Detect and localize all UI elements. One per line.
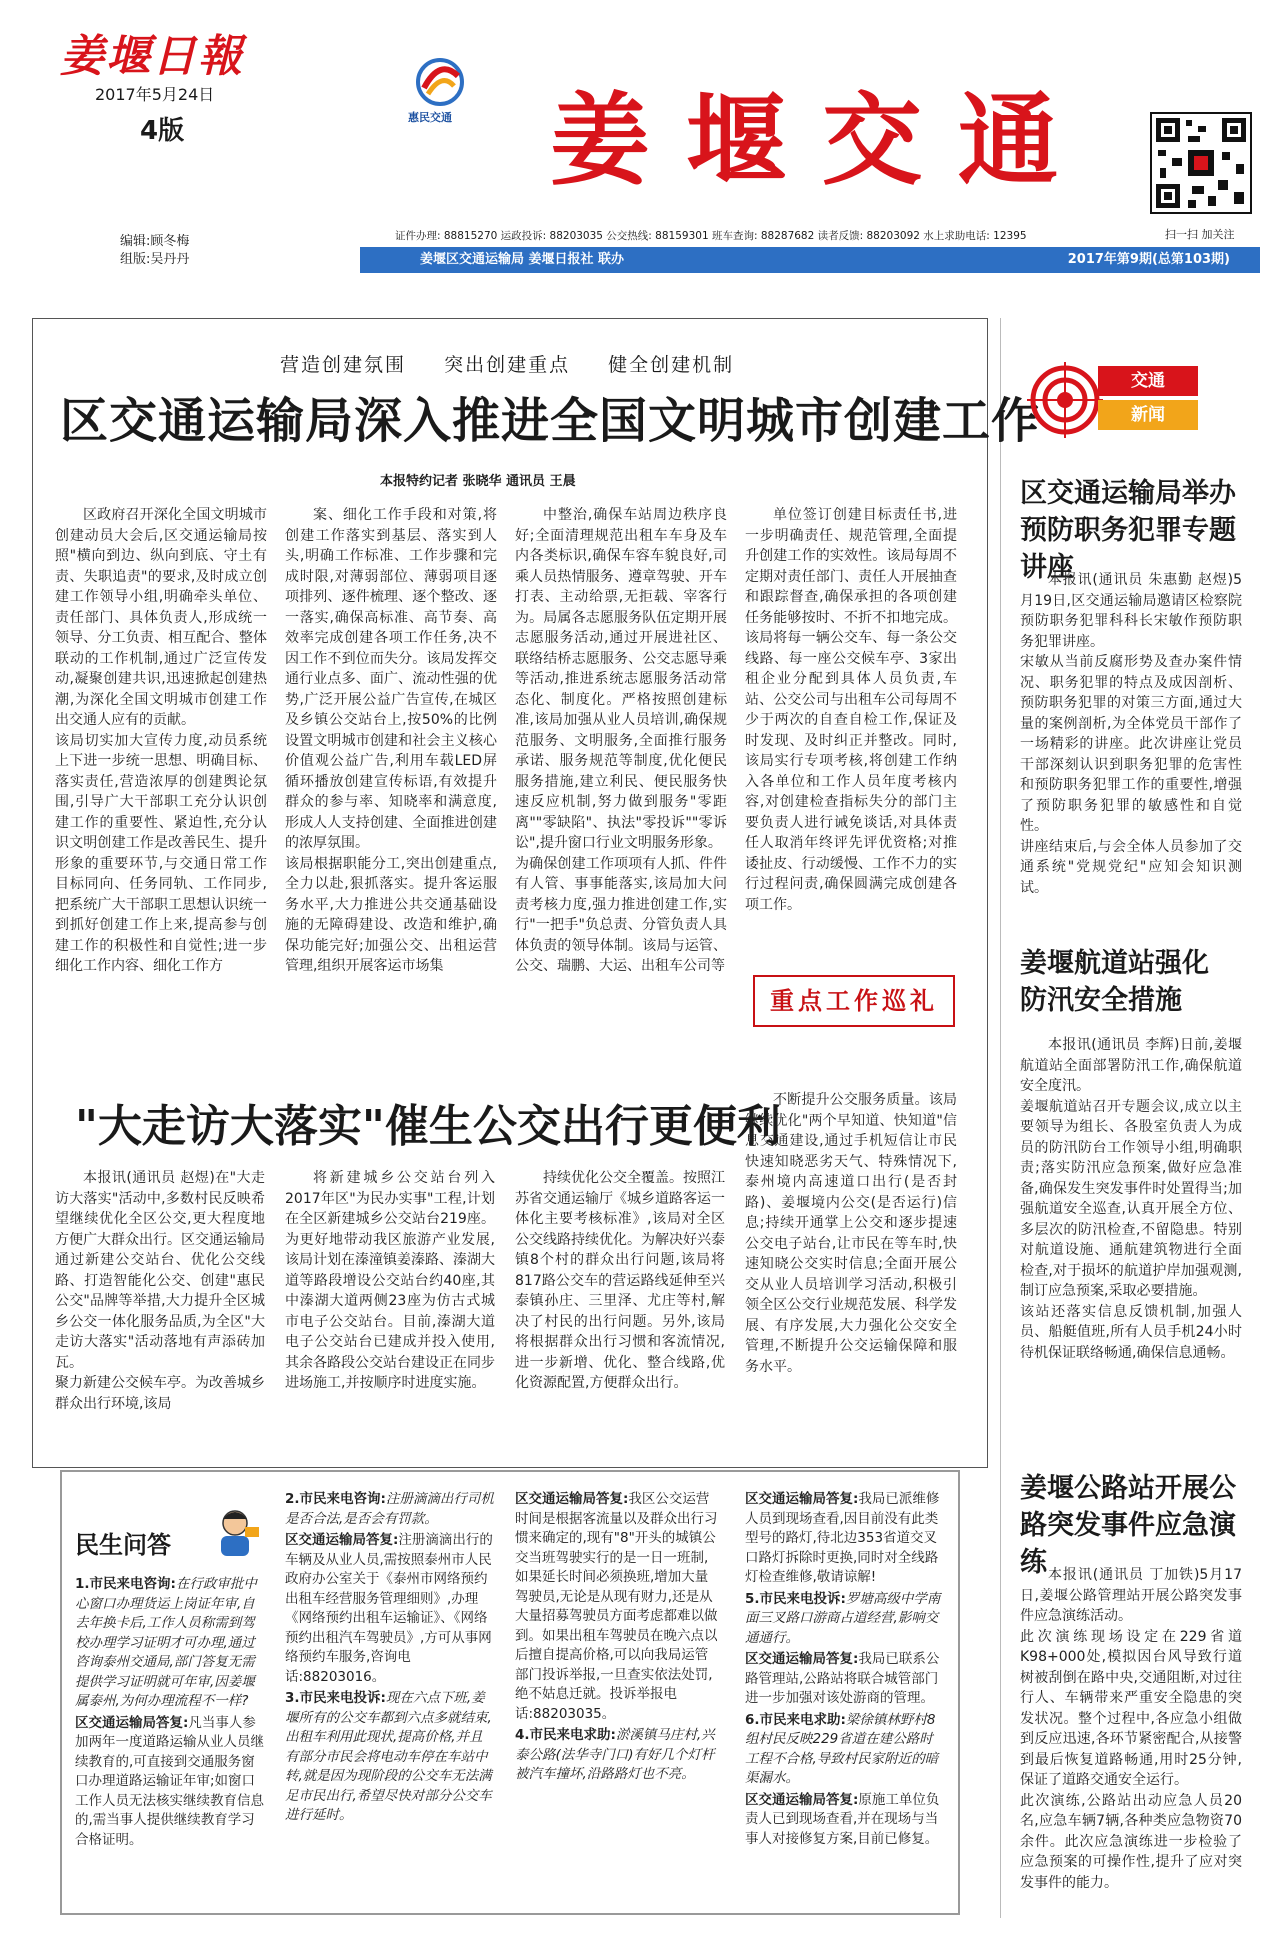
co-organizers: 姜堰区交通运输局 姜堰日报社 联办 [420,252,625,267]
huimin-logo [400,54,480,129]
lead-subheadline [280,350,764,377]
qa-question [285,1689,495,1826]
person-icon [205,1505,265,1561]
second-column-1: 本报讯(通讯员 赵煜)在"大走访大落实"活动中,多数村民反映希望继续优化全区公交,更大程度地方便广大群众出行。区交通运输局通过新建公交站台、优化公交线路、打造智能化公交、创建"惠民公交"品牌等举措,大力提升全区城乡公交一体化服务品质,为全区"大走访大落实"活动落地有声添砖加瓦。 聚力新建公交候车亭。为改善城乡群众出行环境,该局 [55,1170,265,1412]
qa-question [745,1590,945,1649]
qa-question [75,1575,265,1712]
sidebar-story-title: 姜堰公路站开展公路突发事件应急演练 [1020,1473,1236,1578]
sidebar-story-title: 姜堰航道站强化防汛安全措施 [1020,948,1209,1016]
issue-date: 2017年5月24日 [95,85,215,104]
qa-item [285,1490,495,1905]
qa-item [515,1490,720,1905]
qr-code-icon [1152,114,1250,212]
qa-question-text: 在行政审批中心窗口办理货运上岗证年审,自去年换卡后,工作人员称需到驾校办理学习证明才可办理,通过咨询泰州交通局,部门答复无需提供学习证明就可年审,因姜堰属泰州,为何办理流程不一样? [75,1576,257,1709]
qa-answer-label: 区交通运输局答复: [745,1651,859,1667]
column-divider [1000,318,1001,1918]
sidebar-story-body: 本报讯(通讯员 朱惠勤 赵煜)5月19日,区交通运输局邀请区检察院预防职务犯罪科科长宋敏作预防职务犯罪讲座。 宋敏从当前反腐形势及查办案件情况、职务犯罪的特点及成因剖析、预防职务犯罪的对策三方面,通过大量的案例剖析,为全体党员干部作了一场精彩的讲座。此次讲座让党员干部深刻认识到职务犯罪的危害性和预防职务犯罪工作的重要性,增强了预防职务犯罪的敏感性和自觉性。 讲座结束后,与会全体人员参加了交通系统"党规党纪"应知会知识测试。 [1020,572,1242,896]
qa-answer-label: 区交通运输局答复: [75,1714,189,1731]
qa-question-label: 5.市民来电投诉: [745,1590,846,1607]
qa-answer-label: 区交通运输局答复: [285,1532,399,1548]
key-work-badge: 重点工作巡礼 [753,975,955,1027]
qa-question-label: 2.市民来电咨询: [285,1491,386,1507]
qr-code[interactable] [1150,112,1252,214]
page-number: 4版 [140,116,185,146]
sidebar-story-body: 本报讯(通讯员 李辉)日前,姜堰航道站全面部署防汛工作,确保航道安全度汛。 姜堰航道站召开专题会议,成立以主要领导为组长、各股室负责人为成员的防汛防台工作领导小组,明确职责;落实防汛应急预案,做好应急准备,确保发生突发事件时处置得当;加强航道安全巡查,认真开展全方位、多层次的防汛检查,不留隐患。特别对航道设施、通航建筑物进行全面检查,对于损坏的航道护岸加强观测,制订应急预案,采取必要措施。 该站还落实信息反馈机制,加强人员、船艇值班,所有人员手机24小时待机保证联络畅通,确保信息通畅。 [1020,1037,1242,1361]
qr-caption: 扫一扫 加关注 [1165,228,1235,241]
qa-question-text: 注册滴滴出行司机是否合法,是否会有罚款。 [285,1491,494,1527]
qa-answer [75,1714,265,1851]
subline-part: 营造创建氛围 [280,354,407,376]
lead-column-1: 区政府召开深化全国文明城市创建动员大会后,区交通运输局按照"横向到边、纵向到底、守土有责、失职追责"的要求,及时成立创建工作领导小组,明确牵头单位、责任部门、具体负责人,形成统一领导、分工负责、相互配合、整体联动的工作机制,通过广泛宣传发动,凝聚创建共识,迅速掀起创建热潮,为深化全国文明城市创建工作出交通人应有的贡献。 该局切实加大宣传力度,动员系统上下进一步统一思想、明确目标、落实责任,营造浓厚的创建舆论氛围,引导广大干部职工充分认识创建工作的重要性、紧迫性,充分认识文明创建工作是改善民生、提升形象的重要环节,与交通日常工作目标同向、任务同轨、工作同步,把系统广大干部职工思想认识统一到抓好创建工作上来,提高参与创建工作的积极性和自觉性;进一步细化工作内容、细化工作方 [55,507,267,974]
qa-answer-label: 区交通运输局答复: [745,1791,859,1808]
paper-logo: 姜堰日報 [60,31,244,82]
qa-question [745,1711,945,1789]
qa-answer-text: 注册滴滴出行的车辆及从业人员,需按照泰州市人民政府办公室关于《泰州市网络预约出租车经营服务管理细则》,办理《网络预约出租车运输证》、《网络预约出租汽车驾驶员》,方可从事网络预约车服务,咨询电话:88203016。 [285,1532,493,1685]
qa-question-label: 4.市民来电求助: [515,1727,616,1743]
second-column-4: 不断提升公交服务质量。该局继续优化"两个早知道、快知道"信息交通建设,通过手机短信让市民快速知晓恶劣天气、特殊情况下,泰州境内高速道口出行(是否封路)、姜堰境内公交(是否运行)信息;持续开通掌上公交和逐步提速公交电子站台,让市民在等车时,快速知晓公交实时信息;全面开展公交从业人员培训学习活动,积极引领全区公交行业规范发展、科学发展、有序发展,大力强化公交安全管理,不断提升公交运输保障和服务水平。 [745,1092,957,1375]
subline-part: 突出创建重点 [444,354,571,376]
qa-answer [745,1490,945,1588]
second-column-2: 将新建城乡公交站台列入2017年区"为民办实事"工程,计划在全区新建城乡公交站台219座。为更好地带动我区旅游产业发展,该局计划在溱潼镇姜溱路、溱湖大道等路段增设公交站台约40座,其中溱湖大道两侧23座为仿古式城市电子公交站台。目前,溱湖大道电子公交站台已建成并投入使用,其余各路段公交站台建设正在同步进场施工,并按顺序时进度实施。 [285,1170,495,1391]
qa-answer [745,1650,945,1709]
editor-credits [120,233,189,269]
qa-answer-label: 区交通运输局答复: [515,1491,629,1507]
qa-answer-text: 我局已派维修人员到现场查看,因目前没有此类型号的路灯,待北边353省道交叉口路灯拆除时更换,同时对全线路灯检查维修,敬请谅解! [745,1491,940,1585]
lead-headline: 区交通运输局深入推进全国文明城市创建工作 [60,393,1041,449]
qa-question [285,1490,495,1529]
target-icon [1020,360,1110,440]
sidebar-story-body: 本报讯(通讯员 丁加铁)5月17日,姜堰公路管理站开展公路突发事件应急演练活动。 此次演练现场设定在229省道K98+000处,模拟因台风导致行道树被刮倒在路中央,交通阻断,对过往行人、车辆带来严重安全隐患的突发状况。整个过程中,各应急小组做到反应迅速,各环节紧密配合,从接警到最后恢复道路畅通,用时25分钟,保证了道路交通安全运行。 此次演练,公路站出动应急人员20名,应急车辆7辆,各种类应急物资70余件。此次应急演练进一步检验了应急预案的可操作性,提升了应对突发事件的能力。 [1020,1567,1242,1891]
badge-top: 交通 [1098,366,1198,396]
traffic-news-badge [1020,360,1240,440]
qa-question-label: 1.市民来电咨询: [75,1576,176,1592]
qa-question [515,1726,720,1785]
qa-answer [515,1490,720,1724]
lead-column-2: 案、细化工作手段和对策,将创建工作落实到基层、落实到人头,明确工作标准、工作步骤和完成时限,对薄弱部位、薄弱项目逐项排列、逐件梳理、逐个整改、逐一落实,确保高标准、高节奏、高效率完成创建各项工作任务,决不因工作不到位而失分。该局发挥交通行业点多、面广、流动性强的优势,广泛开展公益广告宣传,在城区及乡镇公交站台上,按50%的比例设置文明城市创建和社会主义核心价值观公益广告,利用车载LED屏循环播放创建宣传标语,有效提升群众的参与率、知晓率和满意度,形成人人支持创建、全面推进创建的浓厚氛围。 该局根据职能分工,突出创建重点,全力以赴,狠抓落实。提升客运服务水平,大力推进公共交通基础设施的无障碍建设、改造和维护,确保功能完好;加强公交、出租运营管理,组织开展客运市场集 [285,507,497,974]
logo-caption: 惠民交通 [408,111,452,124]
qa-question-label: 3.市民来电投诉: [285,1690,386,1706]
issue-banner [360,247,1260,273]
qa-question-text: 罗塘高级中学南面三叉路口游商占道经营,影响交通通行。 [745,1590,941,1646]
qa-answer-text: 凡当事人参加两年一度道路运输从业人员继续教育的,可直接到交通服务窗口办理道路运输证年审;如窗口工作人员无法核实继续教育信息的,需当事人提供继续教育学习合格证明。 [75,1714,264,1848]
qa-item [75,1575,265,1905]
qa-answer-text: 原施工单位负责人已到现场查看,并在现场与当事人对接修复方案,目前已修复。 [745,1791,940,1847]
qa-question-text: 淤溪镇马庄村,兴泰公路(法华寺门口)有好几个灯杆被汽车撞坏,沿路路灯也不亮。 [515,1727,715,1782]
subline-part: 健全创建机制 [608,354,735,376]
badge-bottom: 新闻 [1098,400,1198,430]
qa-item [745,1490,945,1905]
qa-question-text: 现在六点下班,姜堰所有的公交车都到六点多就结束,出租车利用此现状,提高价格,并且有部分市民会将电动车停在车站中转,就是因为现阶段的公交车无法满足市民出行,希望尽快对部分公交车进行延时。 [285,1690,492,1823]
qa-answer [285,1531,495,1687]
qa-question-text: 梁徐镇林野村8组村民反映229省道在建公路时工程不合格,导致村民家附近的暗渠漏水。 [745,1711,939,1786]
issue-number: 2017年第9期(总第103期) [1067,252,1230,267]
section-title: 姜堰交通 [550,81,1094,199]
lead-byline: 本报特约记者 张晓华 通讯员 王晨 [380,474,576,489]
lead-column-4: 单位签订创建目标责任书,进一步明确责任、规范管理,全面提升创建工作的实效性。该局每周不定期对责任部门、责任人开展抽查和跟踪督查,确保承担的各项创建任务能够按时、不折不扣地完成。该局将每一辆公交车、每一条公交线路、每一座公交候车亭、3家出租企业分配到具体人员负责,车站、公交公司与出租车公司每周不少于两次的自查自检工作,保证及时发现、及时纠正并整改。同时,该局实行专项考核,将创建工作纳入各单位和工作人员年度考核内容,对创建检查指标失分的部门主要负责人进行诫免谈话,对具体责任人取消年终评先评优资格;对推诿扯皮、行动缓慢、工作不力的实行过程问责,确保圆满完成创建各项工作。 [745,507,957,913]
sidebar-story-title: 区交通运输局举办预防职务犯罪专题讲座 [1020,478,1236,583]
qa-label: 民生问答 [75,1530,171,1559]
qa-answer-text: 我局已联系公路管理站,公路站将联合城管部门进一步加强对该处游商的管理。 [745,1651,940,1706]
layout-name: 组版:吴丹丹 [120,252,190,267]
lead-column-3: 中整治,确保车站周边秩序良好;全面清理规范出租车车身及车内各类标识,确保车容车貌良好,司乘人员热情服务、遵章驾驶、开车打表、主动给票,无拒载、宰客行为。局属各志愿服务队伍定期开展志愿服务活动,通过开展进社区、联络结桥志愿服务、公交志愿导乘等活动,推进系统志愿服务活动常态化、制度化。严格按照创建标准,该局加强从业人员培训,确保规范服务、文明服务,全面推行服务承诺、服务规范等制度,优化便民服务措施,建立利民、便民服务快速反应机制,努力做到服务"零距离""零缺陷"、执法"零投诉""零诉讼",提升窗口行业文明服务形象。 为确保创建工作项项有人抓、件件有人管、事事能落实,该局加大问责考核力度,强力推进创建工作,实行"一把手"负总责、分管负责人具体负责的领导体制。该局与运管、公交、瑞鹏、大运、出租车公司等 [515,507,727,974]
second-headline: "大走访大落实"催生公交出行更便利 [75,1101,781,1152]
qa-question-label: 6.市民来电求助: [745,1711,846,1728]
editor-name: 编辑:顾冬梅 [120,234,190,249]
second-column-3: 持续优化公交全覆盖。按照江苏省交通运输厅《城乡道路客运一体化主要考核标准》,该局对全区公交线路持续优化。为解决好兴泰镇8个村的群众出行问题,该局将817路公交车的营运路线延伸至兴泰镇孙庄、三里泽、尤庄等村,解决了村民的出行问题。另外,该局将根据群众出行习惯和客流情况,进一步新增、优化、整合线路,优化资源配置,方便群众出行。 [515,1170,725,1391]
qa-answer-label: 区交通运输局答复: [745,1491,859,1507]
service-hotlines: 证件办理: 88815270 运政投诉: 88203035 公交热线: 88159301 班车查询: 88287682 读者反馈: 88203092 水上求助电话: 12395 [395,230,1027,242]
qa-answer [745,1791,945,1850]
qa-answer-text: 我区公交运营时间是根据客流量以及群众出行习惯来确定的,现有"8"开头的城镇公交当班驾驶实行的是一日一班制,如果延长时间必须换班,增加大量驾驶员,无论是从现有财力,还是从大量招募驾驶员方面考虑都难以做到。如果出租车驾驶员在晚六点以后擅自提高价格,可以向我局运管部门投诉举报,一旦查实依法处罚,绝不姑息迁就。投诉举报电话:88203035。 [515,1491,718,1722]
